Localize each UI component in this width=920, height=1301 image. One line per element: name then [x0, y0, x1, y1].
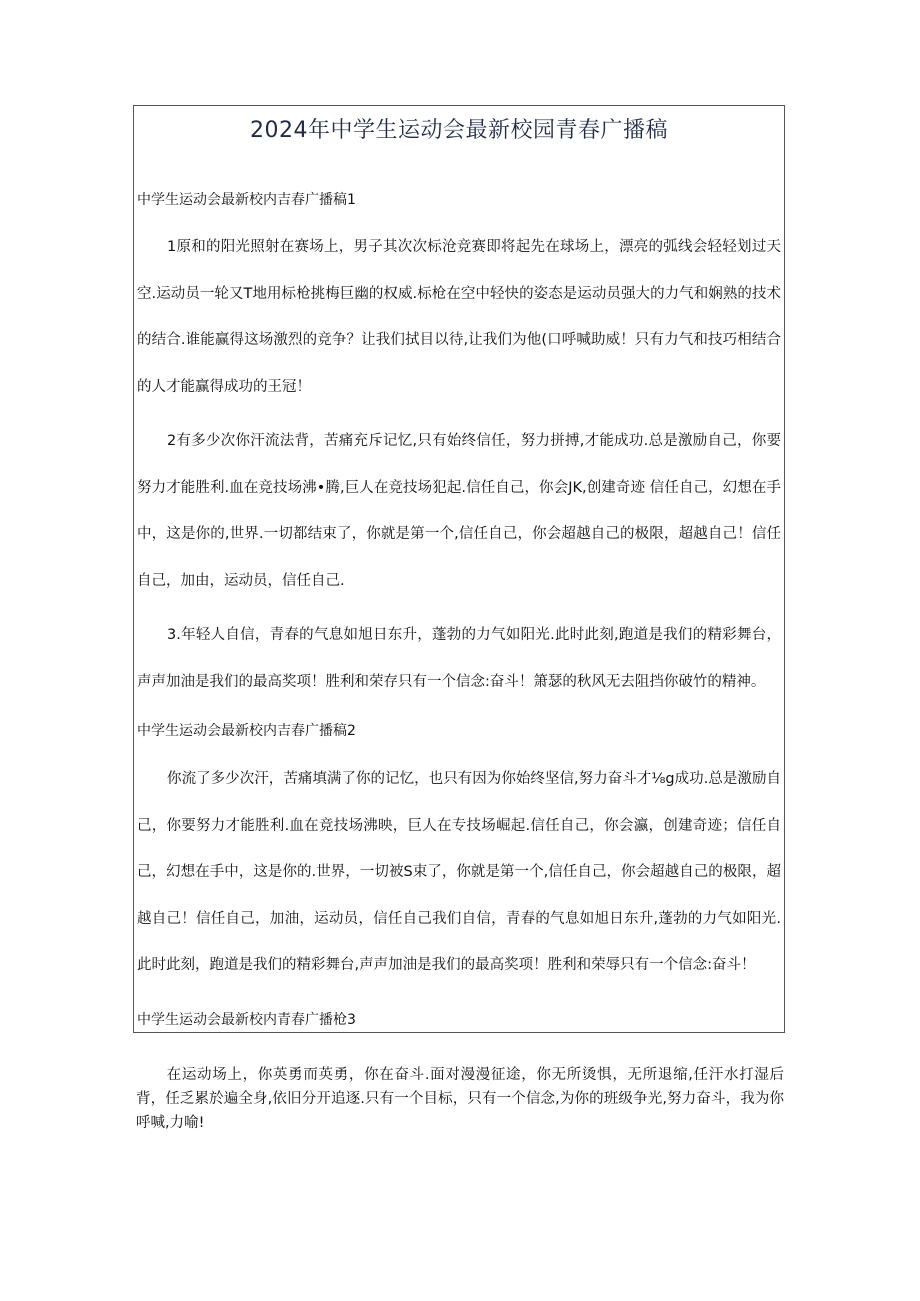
document-title: 2024年中学生运动会最新校园青春广播稿 — [250, 118, 668, 143]
paragraph-4-text: 你流了多少次汗，苦痛填满了你的记忆，也只有因为你始终坚信,努力奋斗才⅛g成功.总是激励自己，你要努力才能胜利.血在竞技场沸映，巨人在专技场崛起.信任自己，你会瀛，创建奇迹；信任自己，幻想在手中，这是你的.世界，一切被S束了，你就是第一个,信任自己，你会超越自己的极限，超越自己！信任自己，加油，运动员，信任自己我们自信，青春的气息如旭日东升,蓬勃的力气如阳光.此时此刻，跑道是我们的精彩舞台,声声加油是我们的最高奖项！胜利和荣辱只有一个信念:奋斗！ — [137, 771, 781, 974]
paragraph-3 — [137, 612, 781, 705]
paragraph-2 — [137, 418, 781, 604]
paragraph-1-text: 1原和的阳光照射在赛场上，男子其次次标沧竞赛即将起先在球场上，漂亮的弧线会轻轻划过天空.运动员一轮又T地用标枪挑梅巨幽的权威.标枪在空中轻快的姿态是运动员强大的力气和娴熟的技术的结合.谁能赢得这场激烈的竞争？让我们拭目以待,让我们为他(口呼喊助威！只有力气和技巧相结合的人才能赢得成功的王冠！ — [137, 239, 781, 395]
section-heading-1: 中学生运动会最新校内吉春广播稿1 — [137, 192, 356, 208]
paragraph-2-text: 2有多少次你汗流法背，苦痛充斥记忆,只有始终信任，努力拼搏,才能成功.总是激励自己，你要努力才能胜利.血在竞技场沸•腾,巨人在竞技场犯起.信任自己，你会JK,创建奇迹 信任自己，幻想在手中，这是你的,世界.一切都结束了，你就是第一个,信任自己，你会超越自己的极限，超越自己！信任自己，加由，运动员，信任自己. — [137, 433, 781, 589]
section-heading-2: 中学生运动会最新校内吉春广播稿2 — [137, 723, 356, 739]
paragraph-3-text: 3.年轻人自信，青春的气息如旭日东升，蓬勃的力气如阳光.此时此刻,跑道是我们的精彩舞台，声声加油是我们的最高奖项！胜利和荣存只有一个信念:奋斗！箫瑟的秋风无去阻挡你破竹的精神。 — [137, 627, 781, 690]
outside-paragraph — [136, 1063, 784, 1135]
paragraph-1 — [137, 224, 781, 410]
paragraph-4 — [137, 756, 781, 989]
section-heading-3: 中学生运动会最新校内青春广播枪3 — [137, 1012, 356, 1028]
outside-paragraph-text: 在运动场上，你英勇而英勇，你在奋斗.面对漫漫征途，你无所烫惧，无所退缩,任汗水打湿后背，任乏累於遍全身,依旧分开追逐.只有一个目标，只有一个信念,为你的班级争光,努力奋斗，我为你呼喊,力喻! — [136, 1067, 784, 1131]
document-frame — [133, 105, 785, 1033]
